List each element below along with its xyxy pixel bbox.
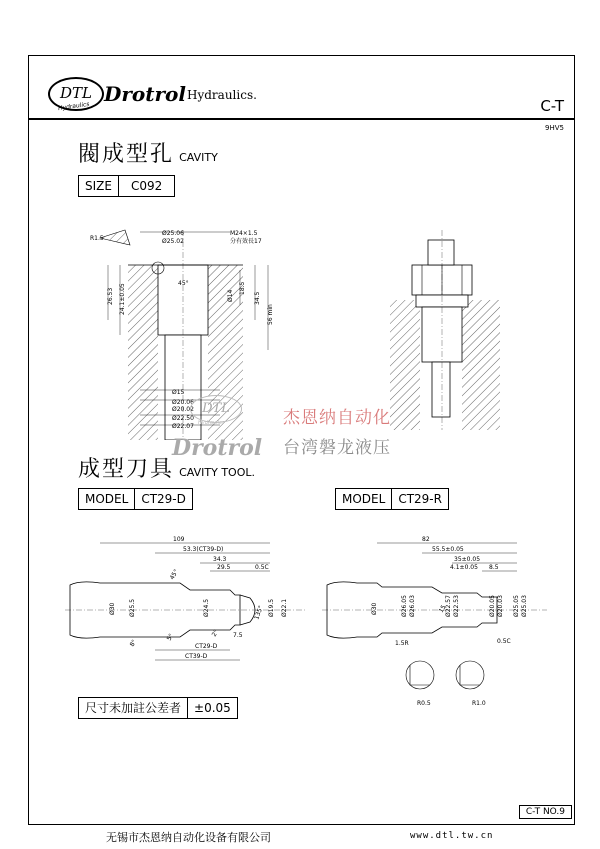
dim-241: 24.1±0.05 [119,283,126,315]
dim-d15: Ø15 [172,389,185,396]
size-value: C092 [118,176,174,196]
dim-thread-note: 分有效長17 [230,238,262,245]
rdim-d2253: Ø22.53 [453,595,460,617]
rdim-d2257: Ø22.57 [445,595,452,617]
dim-thread: M24×1.5 [230,230,258,237]
rdim-15: 15 [437,603,448,614]
rdim-15r: 1.5R [395,640,409,647]
tool-title-en: CAVITY TOOL. [179,466,255,479]
ldim-05c: 0.5C [255,564,269,571]
rdim-d2505: Ø25.05 [513,595,520,617]
rdim-555: 55.5±0.05 [432,546,464,553]
rdim-r10: R1.0 [472,700,486,707]
ldim-d221: Ø22.1 [281,598,288,617]
dim-2653: 26.53 [107,287,114,305]
dim-d2506: Ø25.06 [162,230,184,237]
ldim-ct29d: CT29-D [195,643,218,650]
ldim-109: 109 [173,536,185,543]
header-rule [28,118,574,120]
logo-subtitle: Hydraulics [57,100,90,113]
rdim-d2605: Ø26.05 [401,595,408,617]
rdim-41: 4.1±0.05 [450,564,478,571]
watermark-brand: Drotrol [172,435,263,461]
right-model-box [335,488,449,510]
ldim-2deg: 2° [210,628,221,638]
left-model-value: CT29-D [134,489,192,509]
rdim-d2003: Ø20.03 [497,595,504,617]
document-code: C-T [540,97,564,115]
cavity-title-en: CAVITY [179,151,218,164]
dim-45: 45° [178,280,189,287]
ldim-d30: Ø30 [109,602,116,615]
rdim-d2603: Ø26.03 [409,595,416,617]
cavity-title [78,137,218,168]
ldim-45: 45° [168,568,181,581]
tolerance-value: ±0.05 [187,698,237,718]
ldim-135: 135° [253,604,265,621]
company-url: www.dtl.tw.cn [410,831,494,841]
valve-illustration [390,230,500,430]
left-tool-drawing [65,535,305,670]
dim-d14: Ø14 [227,289,234,302]
right-model-label: MODEL [342,492,386,506]
ldim-ct39d: CT39-D [185,653,208,660]
size-label: SIZE [85,179,112,193]
cavity-title-zh: 閥成型孔 [78,142,175,167]
ldim-75: 7.5 [233,632,243,639]
rdim-d2503: Ø25.03 [521,595,528,617]
left-model-label: MODEL [85,492,129,506]
dtl-logo: DTL [48,77,104,111]
size-box [78,175,175,197]
watermark-logo: DTL [190,395,242,423]
ldim-5deg: 5° [165,632,176,642]
rdim-05c: 0.5C [497,638,511,645]
watermark-line1: 杰恩纳自动化 [283,408,391,428]
ldim-8deg: 8° [128,638,139,648]
ldim-d255: Ø25.5 [129,598,136,617]
dim-d2502: Ø25.02 [162,238,184,245]
company-name: 无锡市杰恩纳自动化设备有限公司 [106,831,271,844]
left-model-box [78,488,193,510]
document-subcode: 9HV5 [545,124,564,132]
watermark-line2: 台湾磐龙液压 [283,438,391,458]
page-number: C-T NO.9 [519,805,572,819]
rdim-r05: R0.5 [417,700,431,707]
tool-title-zh: 成型刀具 [78,457,175,482]
ldim-295: 29.5 [217,564,231,571]
dim-d2207: Ø22.07 [172,423,194,430]
ldim-d195: Ø19.5 [268,598,275,617]
cavity-drawing [80,210,280,440]
dim-185: 18.5 [239,281,246,295]
ldim-533: 53.3(CT39-D) [183,546,224,553]
rdim-35: 35±0.05 [454,556,481,563]
right-model-value: CT29-R [391,489,448,509]
tolerance-box [78,697,238,719]
right-tool-drawing [322,535,547,715]
brand-suffix: Hydraulics. [187,88,257,102]
ldim-d245: Ø24.5 [203,598,210,617]
dim-r15: R1.5 [90,235,104,242]
dim-345: 34.5 [254,291,261,305]
rdim-d2005: Ø20.05 [489,595,496,617]
rdim-82: 82 [422,536,430,543]
rdim-85: 8.5 [489,564,499,571]
tool-title [78,452,255,483]
tolerance-label: 尺寸未加註公差者 [85,701,182,715]
dim-56min: 56 min [267,304,274,325]
rdim-d30: Ø30 [371,602,378,615]
ldim-343: 34.3 [213,556,227,563]
brand-name: Drotrol [104,82,186,106]
dim-d2002: Ø20.02 [172,406,194,413]
dim-d2250: Ø22.50 [172,415,194,422]
watermark-logo-sub: Hydraulics [198,420,225,426]
dim-d2006: Ø20.06 [172,399,194,406]
